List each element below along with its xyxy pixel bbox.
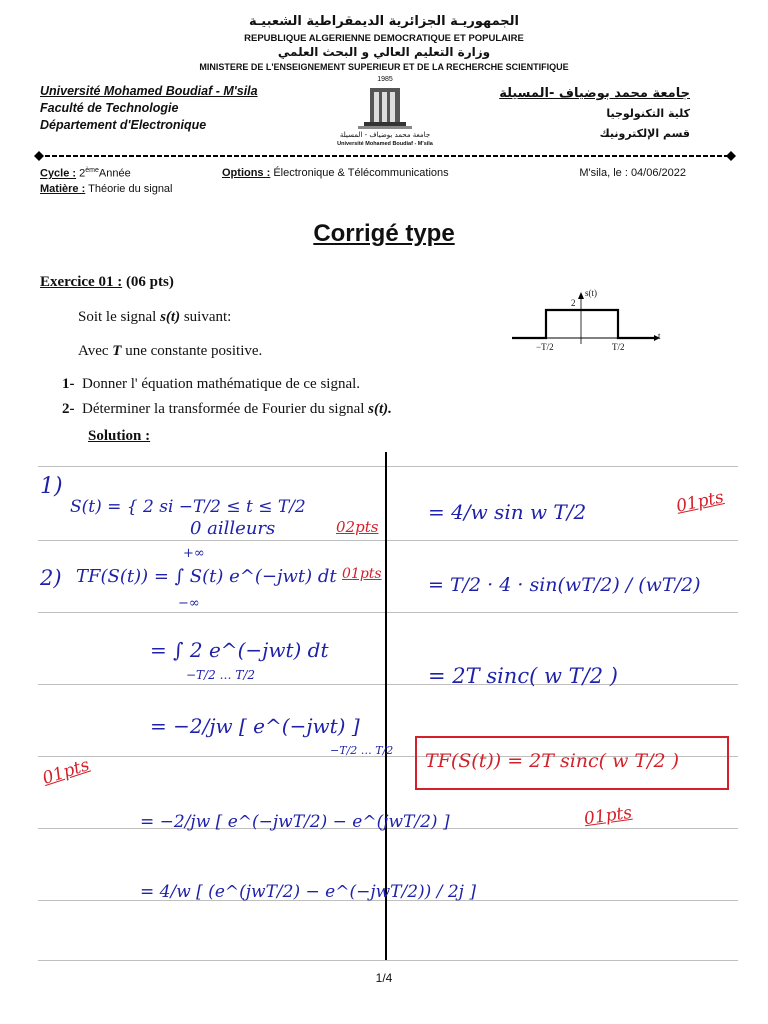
cycle-label: Cycle : <box>40 167 77 180</box>
tick-minus-half-T: −T/2 <box>536 342 554 352</box>
options-line <box>222 167 449 179</box>
cycle-value-num: 2 <box>79 167 86 180</box>
signal-amplitude: 2 <box>571 298 576 308</box>
faculty-name-fr: Faculté de Technologie <box>40 101 179 115</box>
part-2-label: 2) <box>40 566 62 590</box>
exercise-heading-line <box>40 274 174 291</box>
grade-mark-2: 01pts <box>342 566 382 582</box>
logo-caption-fr: Université Mohamed Boudiaf - M'sila <box>337 141 433 147</box>
fourier-step-3: = −2/jw [ e^(−jwT/2) − e^(jwT/2) ] <box>140 812 450 832</box>
matiere-value: Théorie du signal <box>88 183 173 195</box>
time-axis-label: t <box>658 331 661 341</box>
fourier-step-1-limits: −T/2 … T/2 <box>186 668 256 682</box>
cycle-line <box>40 167 131 180</box>
line1-symbol: s(t) <box>160 309 181 325</box>
line2-text-end: une constante positive. <box>125 343 263 359</box>
result-step-3: = 2T sinc( w T/2 ) <box>428 664 618 688</box>
result-step-1: = 4/w sin w T/2 <box>428 500 587 524</box>
grade-mark-1: 02pts <box>336 518 379 536</box>
fourier-definition: TF(S(t)) = ∫ S(t) e^(−jwt) dt <box>76 566 337 587</box>
line2-text: Avec <box>78 343 109 359</box>
faculty-name-ar: كلية التكنولوجيا <box>606 107 690 120</box>
exercise-points: (06 pts) <box>125 274 174 290</box>
header-arabic-ministry: وزارة التعليم العالي و البحث العلمي <box>277 45 491 59</box>
signal-label: s(t) <box>585 288 597 298</box>
logo-caption-ar: جامعة محمد بوضياف - المسيلة <box>339 131 431 139</box>
grade-mark-4: 01pts <box>674 487 726 517</box>
exercise-heading: Exercice 01 : <box>40 274 123 290</box>
university-logo <box>330 76 440 150</box>
signal-definition-line-1: S(t) = { 2 si −T/2 ≤ t ≤ T/2 <box>70 497 306 517</box>
integral-upper-limit: +∞ <box>183 546 205 561</box>
integral-lower-limit: −∞ <box>178 596 200 611</box>
options-label: Options : <box>222 167 271 179</box>
fourier-step-4: = 4/w [ (e^(jwT/2) − e^(−jwT/2)) / 2j ] <box>140 882 476 902</box>
question-2-symbol: s(t). <box>368 401 392 417</box>
fourier-step-2-limits: −T/2 … T/2 <box>330 744 394 757</box>
grade-mark-3: 01pts <box>40 755 92 789</box>
question-2-number: 2- <box>62 401 75 417</box>
exercise-line-2 <box>78 343 262 360</box>
question-1 <box>62 376 360 393</box>
header-separator <box>34 149 736 163</box>
logo-year: 1985 <box>377 76 393 83</box>
page-title: Corrigé type <box>313 220 455 247</box>
question-1-text: Donner l' équation mathématique de ce signal. <box>82 376 361 392</box>
cycle-value-sup: ème <box>85 167 99 174</box>
page-number: 1/4 <box>375 971 393 985</box>
line1-text: Soit le signal <box>78 309 157 325</box>
tick-half-T: T/2 <box>612 342 625 352</box>
university-name-fr: Université Mohamed Boudiaf - M'sila <box>40 84 258 98</box>
final-result: TF(S(t)) = 2T sinc( w T/2 ) <box>425 750 680 772</box>
fourier-step-1: = ∫ 2 e^(−jwt) dt <box>150 638 329 662</box>
options-value: Électronique & Télécommunications <box>273 167 449 179</box>
question-2-text: Déterminer la transformée de Fourier du signal <box>82 401 365 417</box>
matiere-line <box>40 183 173 195</box>
part-1-label: 1) <box>40 474 63 499</box>
signal-figure <box>508 286 668 366</box>
header-french-ministry: MINISTERE DE L'ENSEIGNEMENT SUPERIEUR ET DE LA RECHERCHE SCIENTIFIQUE <box>199 62 569 72</box>
header-french-republic: REPUBLIQUE ALGERIENNE DEMOCRATIQUE ET POPULAIRE <box>244 33 524 44</box>
solution-label: Solution : <box>88 428 151 444</box>
fourier-step-2: = −2/jw [ e^(−jwt) ] <box>150 714 360 738</box>
matiere-label: Matière : <box>40 183 86 195</box>
university-name-ar: جامعة محمد بوضياف -المسيلة <box>499 86 690 101</box>
final-result-box <box>415 736 729 790</box>
result-step-2: = T/2 · 4 · sin(wT/2) / (wT/2) <box>428 574 701 596</box>
line1-text-end: suivant: <box>183 309 232 325</box>
signal-definition-line-2: 0 ailleurs <box>190 518 276 539</box>
department-name-ar: قسم الإلكترونيك <box>599 127 690 140</box>
grade-mark-5: 01pts <box>582 802 634 830</box>
department-name-fr: Département d'Electronique <box>40 118 207 132</box>
line2-symbol: T <box>112 343 122 359</box>
header-arabic-republic: الجمهوريـة الجزائرية الديمقراطية الشعبيـة <box>248 14 520 29</box>
question-1-number: 1- <box>62 376 75 392</box>
exam-date: M'sila, le : 04/06/2022 <box>579 167 686 179</box>
cycle-value-rest: Année <box>98 167 131 180</box>
exercise-line-1 <box>78 309 231 326</box>
question-2 <box>62 401 392 418</box>
